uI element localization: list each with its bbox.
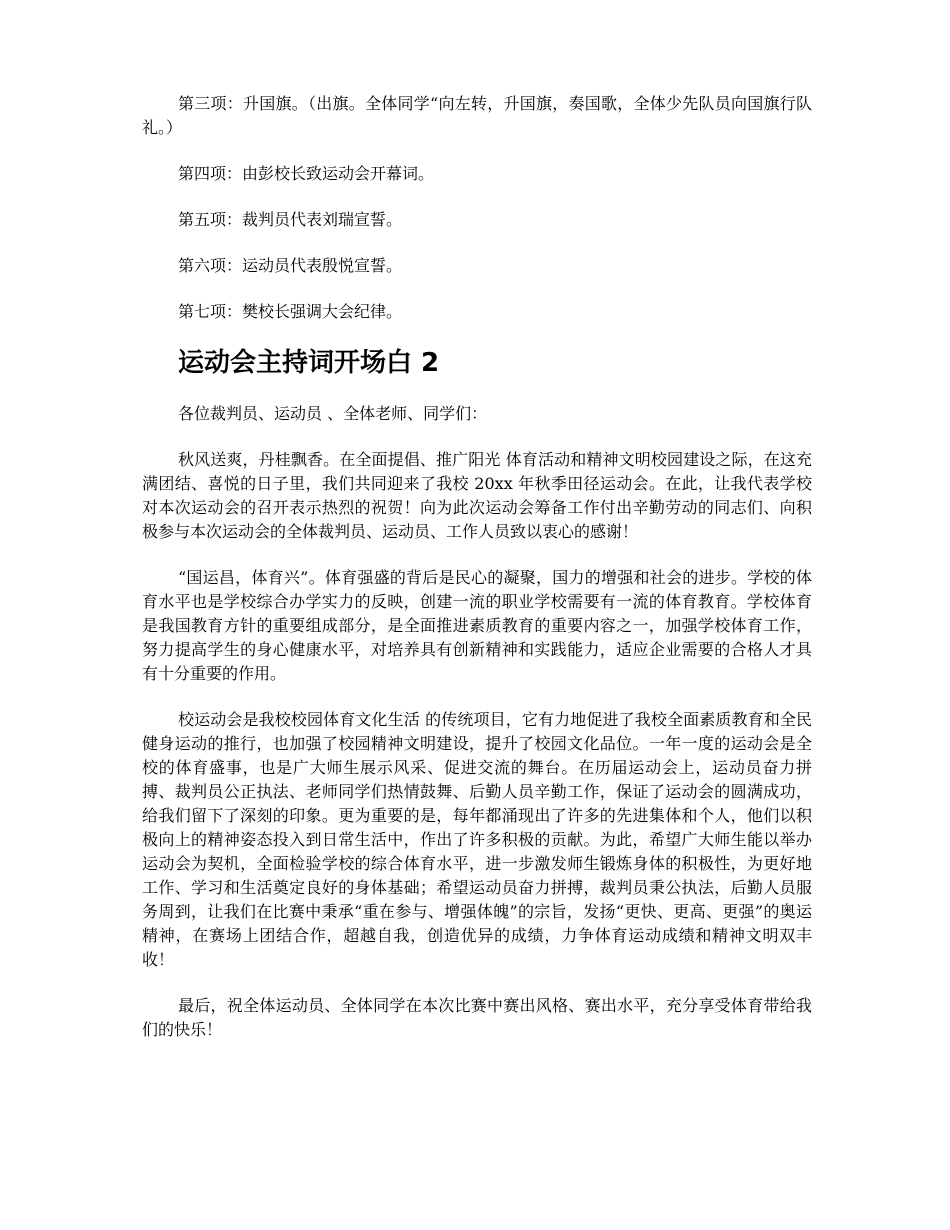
- body-paragraph-2: “国运昌，体育兴”。体育强盛的背后是民心的凝聚，国力的增强和社会的进步。学校的体育水平也是学校综合办学实力的反映，创建一流的职业学校需要有一流的体育教育。学校体育是我国教育方针的重要组成部分，是全面推进素质教育的重要内容之一，加强学校体育工作，努力提高学生的身心健康水平，对培养具有创新精神和实践能力，适应企业需要的合格人才具有十分重要的作用。: [142, 568, 812, 683]
- agenda-item-6: 第六项：运动员代表殷悦宣誓。: [178, 256, 403, 275]
- body-paragraph-3: 校运动会是我校校园体育文化生活 的传统项目，它有力地促进了我校全面素质教育和全民健身运动的推行，也加强了校园精神文明建设，提升了校园文化品位。一年一度的运动会是全校的体育盛事，也是广大师生展示风采、促进交流的舞台。在历届运动会上，运动员奋力拼搏、裁判员公正执法、老师同学们热情鼓舞、后勤人员辛勤工作，保证了运动会的圆满成功，给我们留下了深刻的印象。更为重要的是，每年都涌现出了许多的先进集体和个人，他们以积极向上的精神姿态投入到日常生活中，作出了许多积极的贡献。为此，希望广大师生能以举办运动会为契机，全面检验学校的综合体育水平，进一步激发师生锻炼身体的积极性，为更好地工作、学习和生活奠定良好的身体基础；希望运动员奋力拼搏，裁判员秉公执法，后勤人员服务周到，让我们在比赛中秉承“重在参与、增强体魄”的宗旨，发扬“更快、更高、更强”的奥运精神，在赛场上团结合作，超越自我，创造优异的成绩，力争体育运动成绩和精神文明双丰收！: [142, 710, 812, 969]
- section-heading: 运动会主持词开场白 2: [178, 348, 440, 378]
- agenda-item-3: 第三项：升国旗。（出旗。全体同学“向左转，升国旗，奏国歌，全体少先队员向国旗行队礼。）: [142, 94, 812, 137]
- agenda-item-4: 第四项：由彭校长致运动会开幕词。: [178, 164, 435, 183]
- agenda-item-5: 第五项：裁判员代表刘瑞宣誓。: [178, 210, 403, 229]
- agenda-item-7: 第七项：樊校长强调大会纪律。: [178, 302, 403, 321]
- salutation: 各位裁判员、运动员 、全体老师、同学们：: [178, 404, 488, 423]
- closing-paragraph: 最后，祝全体运动员、全体同学在本次比赛中赛出风格、赛出水平，充分享受体育带给我们的快乐！: [142, 996, 812, 1039]
- body-paragraph-1: 秋风送爽，丹桂飘香。在全面提倡、推广阳光 体育活动和精神文明校园建设之际，在这充满团结、喜悦的日子里，我们共同迎来了我校 20xx 年秋季田径运动会。在此，让我代表学校 对本次运动会的召开表示热烈的祝贺！向为此次运动会筹备工作付出辛勤劳动的同志们、向积极参与本次运动会的全体裁判员、运动员、工作人员致以衷心的感谢！: [142, 450, 812, 541]
- document-page: [142, 92, 812, 1064]
